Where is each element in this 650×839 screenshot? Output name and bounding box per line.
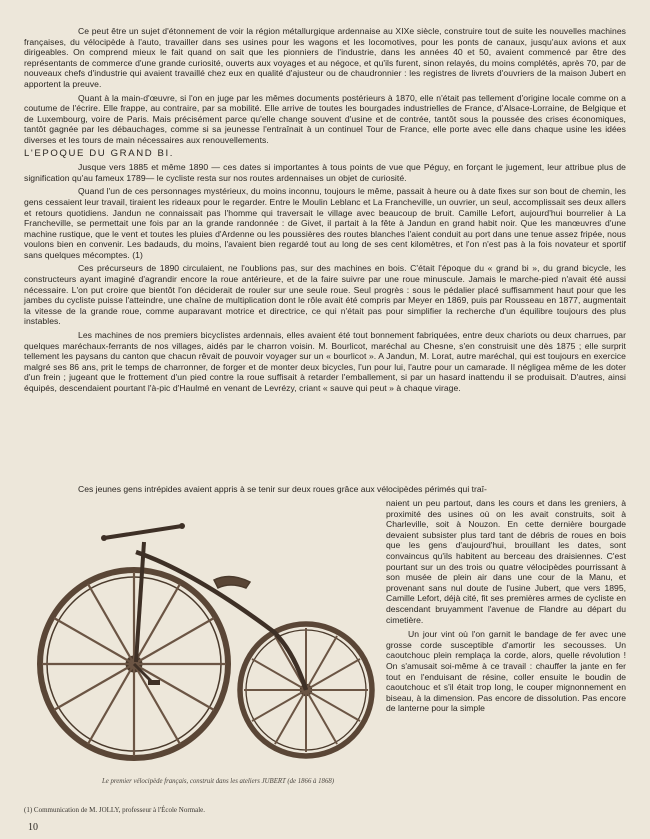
paragraph: Ce peut être un sujet d'étonnement de voir la région métallurgique ardennaise au XIXe siècle, construire tout de suite les nouvelles machines françaises, du vélocipède à l'auto, travailler dans ses usines pour les wagons et les locomotives, pour les ponts de canaux, jusqu'aux avions et aux dirigeables. On comprend mieux le fait quand on sait que les pionniers de l'industrie, dans les années 40 et 50, avaient commencé par être des représentants de commerce d'une grande curiosité, ouverts aux voyages et au négoce, et qu'ils furent, sinon relayés, du moins complétés, après 70, par de nouveaux chefs d'industrie qui avaient travaillé chez eux en qualité d'ajusteur ou de chaudronnier : les registres de livrets d'ouvriers de la maison Jubert en apportent la preuve. [24,26,626,89]
paragraph: Quant à la main-d'œuvre, si l'on en juge par les mêmes documents postérieurs à 1870, elle n'était pas tellement d'origine locale comme on a coutume de l'écrire. Elle frappe, au contraire, par sa mobilité. Elle arrive de toutes les bourgades industrielles de France, d'Alsace-Lorraine, de Belgique et de Luxembourg, voire de Paris. Mais précisément parce qu'elle change souvent d'usine et de contrée, tantôt sous la poussée des crises économiques, tantôt gagnée par les débauchages, comme si sa jeunesse l'entraînait à un continuel Tour de France, elle porte avec elle dans chaque usine les idées diverses et les tours de main nécessaires aux renouvellements. [24,92,626,145]
velocipede-drawing [24,512,380,774]
lead-line: Ces jeunes gens intrépides avaient appris à se tenir sur deux roues grâce aux vélocipèdes périmés qui traî- [78,484,487,494]
paragraph: Jusque vers 1885 et même 1890 — ces dates si importantes à tous points de vue que Péguy, en forçant le jugement, leur attribue plus de signification qu'au fameux 1789— le cycliste resta sur nos routes ardennaises un objet de curiosité. [24,162,626,183]
page-number: 10 [28,822,38,833]
paragraph: Les machines de nos premiers bicyclistes ardennais, elles avaient été tout bonnement fabriquées, entre deux chariots ou deux charrues, par quelques maréchaux-ferrants de nos villages, aidés par le charron voisin. M. Bourlicot, maréchal au Chesne, s'en construisit une dès 1875 ; elle surprit tellement les paysans du canton que chacun rêvait de pouvoir voyager sur un « bourlicot ». A Jandun, M. Lorat, autre maréchal, qui est toujours en exercice malgré ses 86 ans, prit le temps de charronner, de forger et de monter deux bicycles, l'un pour lui, l'autre pour un camarade. Il négligea même de les doter d'un frein ; jugeant que le frottement d'un pied contre la roue suffisait à retarder l'emballement, si par un hasard inattendu il se produisait. D'autres, ainsi équipés, descendaient pourtant l'à-pic d'Haulmé en venant de Levrézy, criant « sauve qui peut » à chaque virage. [24,330,626,393]
right-column [386,498,626,718]
paragraph: Un jour vint où l'on garnit le bandage de fer avec une grosse corde susceptible d'amortir les secousses. Un caoutchouc plein remplaça la corde, alors, quelle révolution ! On s'amusait soi-même à ce travail : chauffer la jante en fer tout en l'enduisant de résine, coller ensuite le boudin de caoutchouc et s'il était trop long, le couper mignonnement en biseau, à la dimension. Pas encore de dissolution. Pas encore de lanterne pour la simple [386,629,626,714]
velocipede-illustration [24,512,380,802]
paragraph: naient un peu partout, dans les cours et dans les greniers, à proximité des usines où on les avait construits, soit à Charleville, soit à Nouzon. En cette dernière bourgade devaient subsister plus tard tant de débris de roues en bois que les gens d'aujourd'hui, brouillant les dates, sont convaincus qu'ils habitent au berceau des draisiennes. C'est pourtant sur un des trois ou quatre vélocipèdes pourrissant à son musée de plein air dans une cour de la Manu, et provenant sans nul doute de l'usine Jubert, que vers 1895, Camille Lefort, déjà cité, fit ses premières armes de cycliste en descendant bruyamment l'avenue de Flandre au départ du cimetière. [386,498,626,625]
footnote: (1) Communication de M. JOLLY, professeur à l'École Normale. [24,806,206,814]
section-heading: L'EPOQUE DU GRAND BI. [24,147,175,159]
figure-caption: Le premier vélocipède français, construit dans les ateliers JUBERT (de 1866 à 1868) [102,778,334,785]
main-text [24,26,626,397]
paragraph: Quand l'un de ces personnages mystérieux, du moins inconnu, toujours le même, passait à heure ou à date fixes sur son bout de chemin, les gens cessaient leur travail, tiraient les rideaux pour le regarder. Entre le Moulin Leblanc et La Francheville, un ouvrier, un seul, accomplissait ses deux allers et retours quotidiens. Jandun ne connaissait pas l'homme qui traversait le village avec beaucoup de bruit. Camille Lefort, aujourd'hui bourrelier à La Francheville, se permettait une fois par an la grande randonnée : de Givet, il partait à la fête à Jandun en grand habit noir. Que les manœuvres d'une machine rustique, que le vent et toutes les pluies d'Ardenne ou les poussières des routes blanches l'aient conduit au port dans une tenue assez fripée, nous voulons bien en convenir. Les badauds, du moins, l'avaient bien regardé tout au long de ses cent kilomètres, et l'on n'est pas à la fois novateur et sportif sans quelques mécomptes. (1) [24,186,626,260]
paragraph: Ces précurseurs de 1890 circulaient, ne l'oublions pas, sur des machines en bois. C'était l'époque du « grand bi », du grand bicycle, les constructeurs ayant imaginé d'agrandir encore la roue antérieure, et de la faire suivre par une roue minuscule. Jamais le marche-pied n'avait été aussi nécessaire. L'on put croire que bientôt l'on déciderait de rouler sur une seule roue. Seul progrès : sous le pédalier placé suffisamment haut pour que les jambes du cycliste puisse l'atteindre, une chaîne de multiplication dont le rôle avait été compris par Meyer en 1869, puis par Rousseau en 1877, augmentait la vitesse de la grande roue, comme auparavant motrice et directrice, ce qui n'était pas pour simplifier la recherche d'un équilibre toujours des plus instables. [24,263,626,327]
